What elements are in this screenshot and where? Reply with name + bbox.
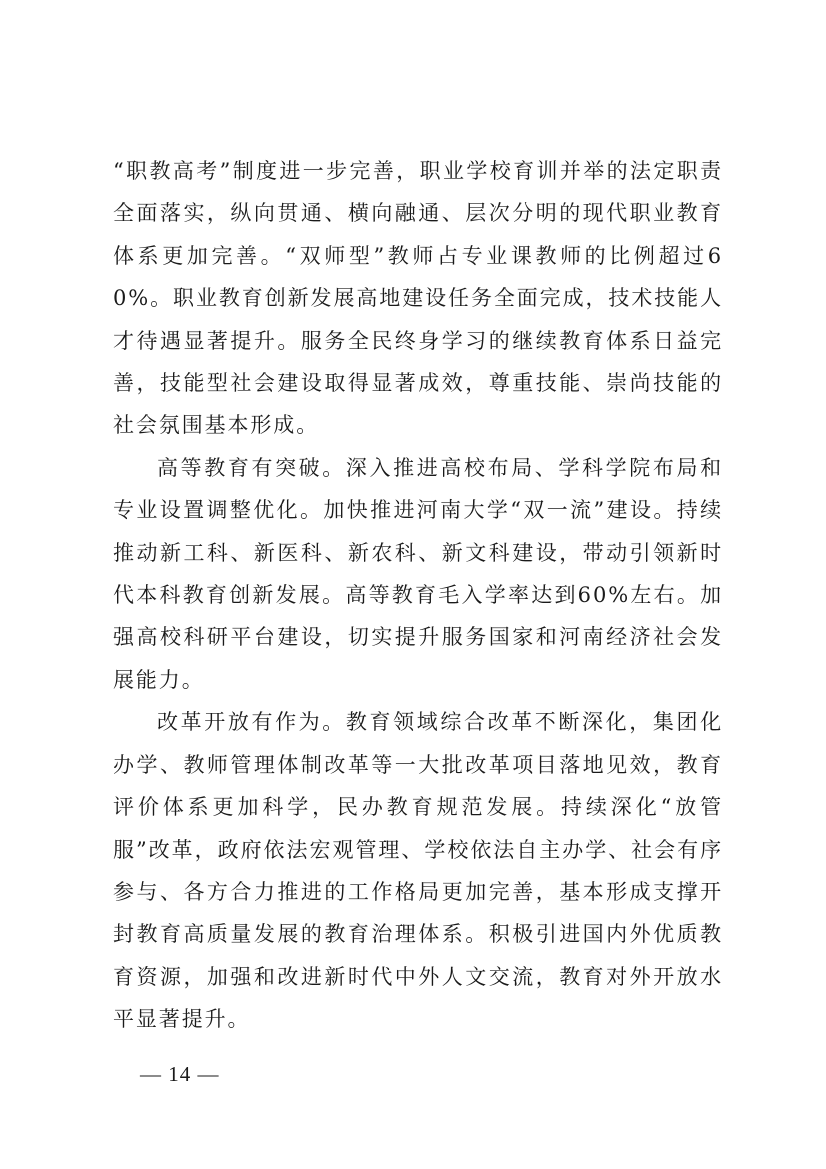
page-number: — 14 — xyxy=(140,1062,220,1086)
body-text xyxy=(113,150,723,1041)
paragraph-higher-education: 高等教育有突破。深入推进高校布局、学科学院布局和专业设置调整优化。加快推进河南大学“双一流”建设。持续推动新工科、新医科、新农科、新文科建设，带动引领新时代本科教育创新发展。高等教育毛入学率达到60%左右。加强高校科研平台建设，切实提升服务国家和河南经济社会发展能力。 xyxy=(113,455,723,692)
paragraph-reform-and-opening: 改革开放有作为。教育领域综合改革不断深化，集团化办学、教师管理体制改革等一大批改革项目落地见效，教育评价体系更加科学，民办教育规范发展。持续深化“放管服”改革，政府依法宏观管理、学校依法自主办学、社会有序参与、各方合力推进的工作格局更加完善，基本形成支撑开封教育高质量发展的教育治理体系。积极引进国内外优质教育资源，加强和改进新时代中外人文交流，教育对外开放水平显著提升。 xyxy=(113,710,723,1032)
paragraph-vocational-education: “职教高考”制度进一步完善，职业学校育训并举的法定职责全面落实，纵向贯通、横向融通、层次分明的现代职业教育体系更加完善。“双师型”教师占专业课教师的比例超过60%。职业教育创新发展高地建设任务全面完成，技术技能人才待遇显著提升。服务全民终身学习的继续教育体系日益完善，技能型社会建设取得显著成效，尊重技能、崇尚技能的社会氛围基本形成。 xyxy=(113,159,723,438)
